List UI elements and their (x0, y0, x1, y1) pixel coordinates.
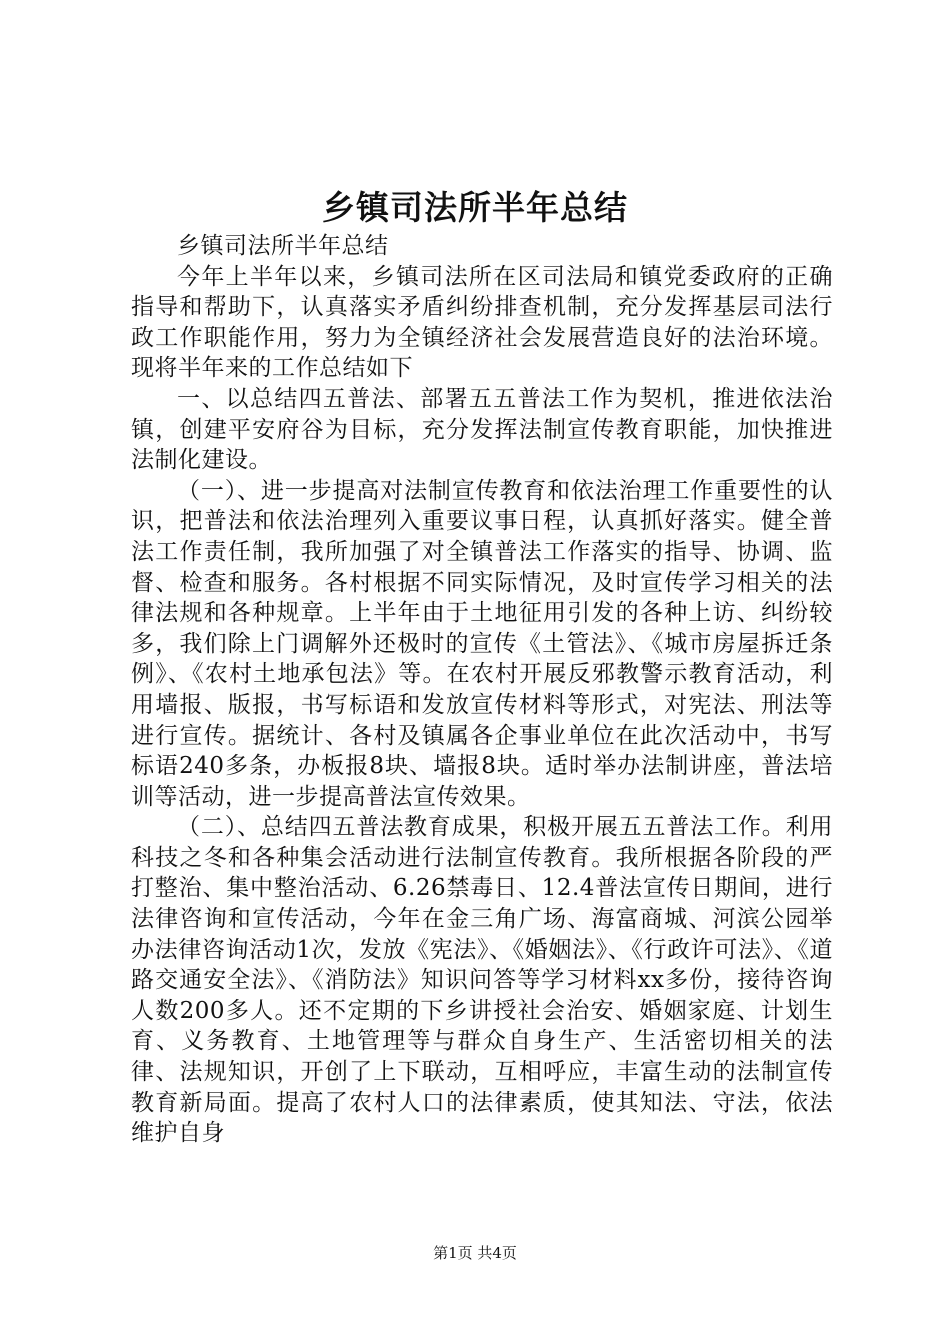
paragraph-intro: 今年上半年以来，乡镇司法所在区司法局和镇党委政府的正确指导和帮助下，认真落实矛盾纠纷排查机制，充分发挥基层司法行政工作职能作用，努力为全镇经济社会发展营造良好的法治环境。现将半年来的工作总结如下 (131, 263, 833, 382)
paragraph-item-one: （一）、进一步提高对法制宣传教育和依法治理工作重要性的认识，把普法和依法治理列入重要议事日程，认真抓好落实。健全普法工作责任制，我所加强了对全镇普法工作落实的指导、协调、监督、检查和服务。各村根据不同实际情况，及时宣传学习相关的法律法规和各种规章。上半年由于土地征用引发的各种上访、纠纷较多，我们除上门调解外还极时的宣传《土管法》、《城市房屋拆迁条例》、《农村土地承包法》等。在农村开展反邪教警示教育活动，利用墙报、版报，书写标语和发放宣传材料等形式，对宪法、刑法等进行宣传。据统计、各村及镇属各企事业单位在此次活动中，书写标语240多条，办板报8块、墙报8块。适时举办法制讲座，普法培训等活动，进一步提高普法宣传效果。 (131, 477, 833, 810)
paragraph-section-one: 一、以总结四五普法、部署五五普法工作为契机，推进依法治镇，创建平安府谷为目标，充分发挥法制宣传教育职能，加快推进法制化建设。 (131, 385, 833, 474)
page-number-footer: 第1页 共4页 (433, 1244, 517, 1262)
document-body (131, 231, 833, 1149)
document-title: 乡镇司法所半年总结 (322, 188, 628, 227)
paragraph-item-two: （二）、总结四五普法教育成果，积极开展五五普法工作。利用科技之冬和各种集会活动进行法制宣传教育。我所根据各阶段的严打整治、集中整治活动、6.26禁毒日、12.4普法宣传日期间，进行法律咨询和宣传活动，今年在金三角广场、海富商城、河滨公园举办法律咨询活动1次，发放《宪法》、《婚姻法》、《行政许可法》、《道路交通安全法》、《消防法》知识问答等学习材料xx多份，接待咨询人数200多人。还不定期的下乡讲授社会治安、婚姻家庭、计划生育、义务教育、土地管理等与群众自身生产、生活密切相关的法律、法规知识，开创了上下联动，互相呼应，丰富生动的法制宣传教育新局面。提高了农村人口的法律素质，使其知法、守法，依法维护自身 (131, 814, 833, 1147)
paragraph-subtitle: 乡镇司法所半年总结 (177, 233, 389, 259)
